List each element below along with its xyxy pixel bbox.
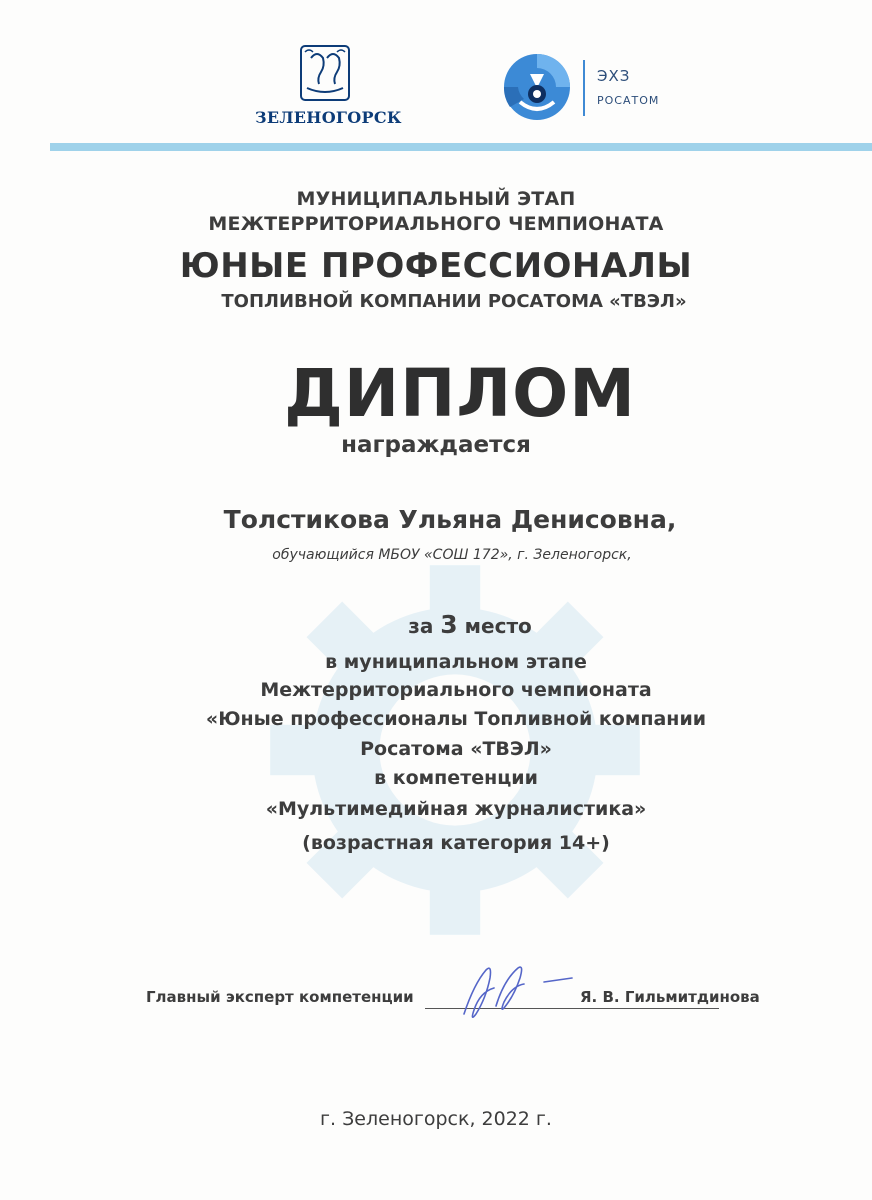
- recipient-details: обучающийся МБОУ «СОШ 172», г. Зеленогорск,: [272, 547, 632, 563]
- signatory-name: Я. В. Гильмитдинова: [580, 988, 760, 1006]
- championship-subtitle: ТОПЛИВНОЙ КОМПАНИИ РОСАТОМА «ТВЭЛ»: [221, 291, 687, 312]
- award-place-prefix: за: [408, 614, 434, 638]
- place-and-year: г. Зеленогорск, 2022 г.: [320, 1108, 552, 1130]
- city-emblem-icon: [297, 44, 353, 102]
- rosatom-plant-label: ЭХЗ: [597, 67, 631, 85]
- award-line: Росатома «ТВЭЛ»: [360, 738, 552, 760]
- rosatom-brand-label: РОСАТОМ: [597, 94, 660, 107]
- header-divider: [50, 143, 872, 151]
- rosatom-divider: [583, 60, 585, 116]
- award-line: в компетенции: [374, 767, 538, 789]
- rosatom-atom-icon: [500, 52, 574, 122]
- handwritten-signature: [456, 962, 586, 1024]
- city-logo-text: ЗЕЛЕНОГОРСК: [255, 108, 402, 127]
- championship-stage: МУНИЦИПАЛЬНЫЙ ЭТАП: [296, 188, 576, 210]
- award-place-number: 3: [440, 610, 458, 639]
- city-logo: [255, 44, 402, 127]
- recipient-name: Толстикова Ульяна Денисовна,: [223, 505, 677, 534]
- award-place-suffix: место: [464, 614, 532, 638]
- award-line: Межтерриториального чемпионата: [260, 679, 652, 701]
- awarded-label: награждается: [341, 432, 531, 458]
- award-line: (возрастная категория 14+): [302, 832, 610, 854]
- award-line: «Мультимедийная журналистика»: [265, 798, 647, 820]
- signature-row: [146, 988, 846, 1028]
- championship-title: ЮНЫЕ ПРОФЕССИОНАЛЫ: [179, 246, 693, 286]
- award-place: [34, 610, 872, 639]
- rosatom-logo: [500, 52, 700, 122]
- championship-type: МЕЖТЕРРИТОРИАЛЬНОГО ЧЕМПИОНАТА: [208, 213, 664, 235]
- diploma-title: ДИПЛОМ: [284, 355, 636, 432]
- award-line: в муниципальном этапе: [325, 651, 587, 673]
- signature-label: Главный эксперт компетенции: [146, 988, 414, 1006]
- award-line: «Юные профессионалы Топливной компании: [205, 708, 707, 730]
